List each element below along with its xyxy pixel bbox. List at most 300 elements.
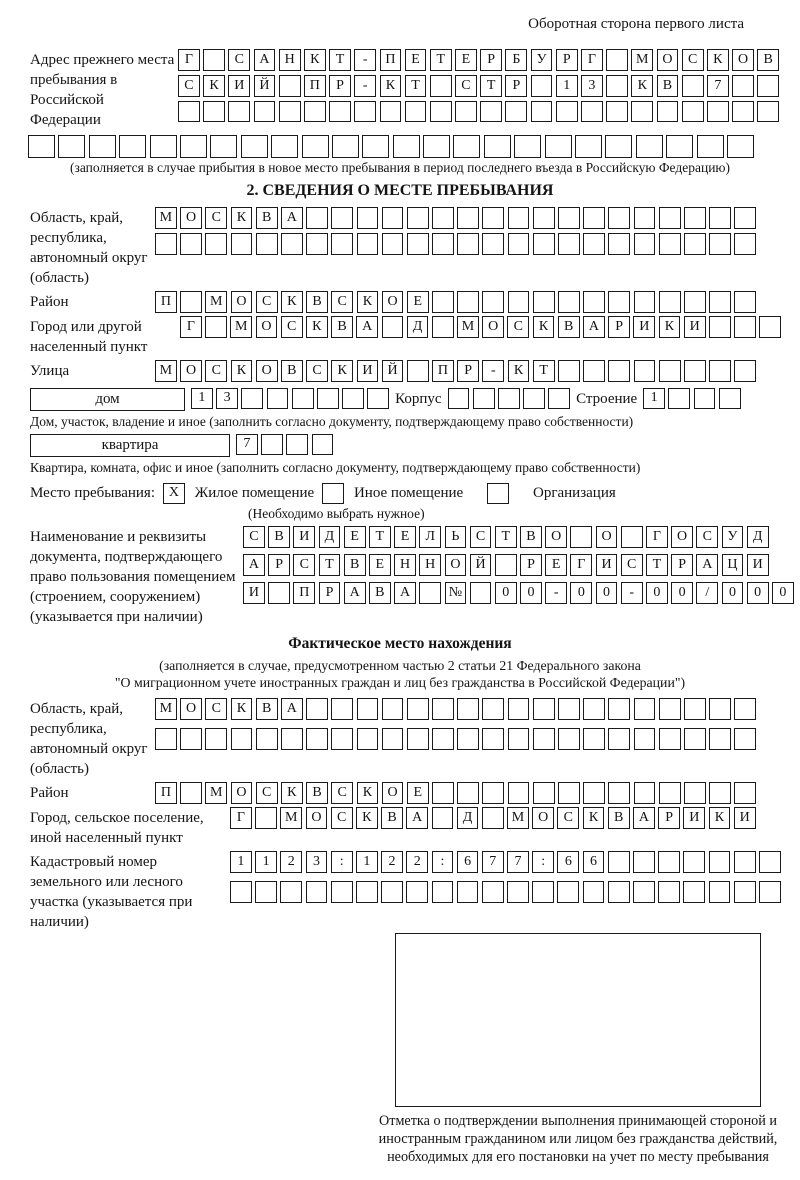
char-box[interactable]: - [621,582,643,604]
char-box[interactable]: И [228,75,250,97]
char-box[interactable] [634,291,656,313]
char-box[interactable] [331,207,353,229]
char-box[interactable] [523,388,545,410]
char-box[interactable] [558,728,580,750]
char-box[interactable] [453,135,480,158]
char-box[interactable] [558,782,580,804]
char-box[interactable]: К [231,207,253,229]
checkbox-organizatsiya[interactable] [487,483,509,505]
char-box[interactable] [684,360,706,382]
char-box[interactable]: Е [455,49,477,71]
char-box[interactable]: К [659,316,681,338]
char-box[interactable] [482,233,504,255]
char-box[interactable] [432,807,454,829]
char-box[interactable]: Р [480,49,502,71]
char-box[interactable]: Т [646,554,668,576]
char-box[interactable]: Р [457,360,479,382]
char-box[interactable]: В [657,75,679,97]
char-box[interactable] [533,207,555,229]
char-box[interactable]: С [293,554,315,576]
char-box[interactable]: Т [480,75,502,97]
char-box[interactable] [634,233,656,255]
char-box[interactable] [205,728,227,750]
char-box[interactable]: 0 [520,582,542,604]
char-box[interactable] [281,728,303,750]
char-box[interactable] [205,316,227,338]
char-box[interactable]: С [331,782,353,804]
char-box[interactable]: А [633,807,655,829]
char-box[interactable]: Г [178,49,200,71]
char-box[interactable]: К [709,807,731,829]
char-box[interactable]: Е [545,554,567,576]
char-box[interactable]: С [256,782,278,804]
char-box[interactable]: В [608,807,630,829]
char-box[interactable] [508,207,530,229]
char-box[interactable]: : [432,851,454,873]
char-box[interactable]: О [256,360,278,382]
char-box[interactable]: 0 [646,582,668,604]
char-box[interactable] [734,233,756,255]
char-box[interactable]: 0 [596,582,618,604]
char-box[interactable]: С [331,807,353,829]
char-box[interactable] [419,582,441,604]
char-box[interactable] [470,582,492,604]
char-box[interactable]: 1 [556,75,578,97]
char-box[interactable] [382,698,404,720]
char-box[interactable] [342,388,364,410]
char-box[interactable] [256,233,278,255]
char-box[interactable] [457,291,479,313]
char-box[interactable]: : [331,851,353,873]
char-box[interactable]: Т [329,49,351,71]
char-box[interactable] [432,207,454,229]
char-box[interactable] [666,135,693,158]
char-box[interactable] [119,135,146,158]
char-box[interactable] [362,135,389,158]
char-box[interactable] [734,851,756,873]
char-box[interactable] [430,101,452,123]
char-box[interactable] [407,698,429,720]
char-box[interactable] [281,233,303,255]
char-box[interactable]: : [532,851,554,873]
char-box[interactable] [331,233,353,255]
char-box[interactable]: С [470,526,492,548]
char-box[interactable] [734,881,756,903]
char-box[interactable] [292,388,314,410]
char-box[interactable] [268,582,290,604]
char-box[interactable] [279,75,301,97]
char-box[interactable]: В [256,698,278,720]
char-box[interactable] [432,316,454,338]
char-box[interactable] [380,101,402,123]
char-box[interactable]: 1 [643,388,665,410]
char-box[interactable]: Е [344,526,366,548]
char-box[interactable] [709,782,731,804]
char-box[interactable] [430,75,452,97]
char-box[interactable]: Н [279,49,301,71]
char-box[interactable] [533,728,555,750]
char-box[interactable]: К [583,807,605,829]
char-box[interactable]: О [482,316,504,338]
char-box[interactable]: А [281,698,303,720]
char-box[interactable]: 7 [482,851,504,873]
char-box[interactable]: И [747,554,769,576]
char-box[interactable] [357,207,379,229]
char-box[interactable] [709,698,731,720]
char-box[interactable] [556,101,578,123]
char-box[interactable]: П [293,582,315,604]
char-box[interactable] [583,360,605,382]
char-box[interactable] [732,101,754,123]
char-box[interactable]: К [231,360,253,382]
char-box[interactable] [357,233,379,255]
char-box[interactable]: С [256,291,278,313]
char-box[interactable]: К [203,75,225,97]
char-box[interactable] [608,207,630,229]
checkbox-inoe[interactable] [322,483,344,505]
char-box[interactable]: С [696,526,718,548]
char-box[interactable] [634,728,656,750]
char-box[interactable] [621,526,643,548]
char-box[interactable] [719,388,741,410]
char-box[interactable]: О [180,360,202,382]
char-box[interactable] [583,698,605,720]
char-box[interactable] [533,698,555,720]
char-box[interactable]: С [621,554,643,576]
char-box[interactable]: И [683,807,705,829]
char-box[interactable]: О [382,291,404,313]
char-box[interactable] [306,698,328,720]
char-box[interactable] [407,360,429,382]
char-box[interactable] [570,526,592,548]
char-box[interactable] [508,291,530,313]
char-box[interactable] [608,851,630,873]
char-box[interactable]: С [455,75,477,97]
char-box[interactable]: Д [457,807,479,829]
char-box[interactable]: Т [405,75,427,97]
char-box[interactable]: Р [556,49,578,71]
char-box[interactable] [608,782,630,804]
char-box[interactable] [548,388,570,410]
char-box[interactable] [709,360,731,382]
char-box[interactable] [734,291,756,313]
char-box[interactable]: С [507,316,529,338]
char-box[interactable]: - [354,75,376,97]
char-box[interactable]: И [293,526,315,548]
char-box[interactable]: С [306,360,328,382]
char-box[interactable] [631,101,653,123]
char-box[interactable]: К [508,360,530,382]
char-box[interactable] [558,360,580,382]
char-box[interactable] [231,233,253,255]
char-box[interactable] [331,728,353,750]
char-box[interactable] [697,135,724,158]
char-box[interactable] [180,782,202,804]
char-box[interactable]: Г [646,526,668,548]
char-box[interactable] [356,881,378,903]
char-box[interactable] [312,434,334,456]
char-box[interactable] [545,135,572,158]
char-box[interactable] [583,881,605,903]
char-box[interactable]: Й [470,554,492,576]
char-box[interactable] [406,881,428,903]
char-box[interactable] [709,233,731,255]
char-box[interactable] [28,135,55,158]
char-box[interactable] [531,75,553,97]
char-box[interactable] [228,101,250,123]
char-box[interactable] [357,698,379,720]
checkbox-zhiloe[interactable]: X [163,483,185,505]
char-box[interactable] [405,101,427,123]
char-box[interactable] [583,233,605,255]
char-box[interactable]: К [631,75,653,97]
char-box[interactable] [694,388,716,410]
char-box[interactable] [407,207,429,229]
char-box[interactable]: Т [533,360,555,382]
char-box[interactable] [457,233,479,255]
char-box[interactable]: 3 [581,75,603,97]
char-box[interactable] [684,233,706,255]
char-box[interactable] [557,881,579,903]
char-box[interactable] [178,101,200,123]
char-box[interactable] [727,135,754,158]
char-box[interactable]: 0 [772,582,794,604]
char-box[interactable] [495,554,517,576]
char-box[interactable] [432,291,454,313]
char-box[interactable] [558,291,580,313]
char-box[interactable]: А [243,554,265,576]
char-box[interactable]: О [445,554,467,576]
char-box[interactable]: О [671,526,693,548]
char-box[interactable] [583,207,605,229]
char-box[interactable]: - [354,49,376,71]
char-box[interactable]: А [406,807,428,829]
char-box[interactable] [331,881,353,903]
char-box[interactable]: Е [407,291,429,313]
char-box[interactable]: К [707,49,729,71]
char-box[interactable]: 7 [507,851,529,873]
char-box[interactable] [482,807,504,829]
char-box[interactable] [255,807,277,829]
char-box[interactable]: В [369,582,391,604]
char-box[interactable] [480,101,502,123]
char-box[interactable]: У [531,49,553,71]
char-box[interactable] [634,698,656,720]
char-box[interactable] [734,360,756,382]
char-box[interactable]: Р [329,75,351,97]
char-box[interactable] [457,881,479,903]
char-box[interactable]: - [482,360,504,382]
char-box[interactable]: И [596,554,618,576]
char-box[interactable]: А [696,554,718,576]
char-box[interactable] [734,207,756,229]
char-box[interactable] [89,135,116,158]
char-box[interactable]: К [306,316,328,338]
char-box[interactable] [533,291,555,313]
char-box[interactable] [286,434,308,456]
char-box[interactable]: Е [394,526,416,548]
char-box[interactable] [531,101,553,123]
char-box[interactable] [180,135,207,158]
char-box[interactable]: В [381,807,403,829]
char-box[interactable]: Ц [722,554,744,576]
char-box[interactable]: В [757,49,779,71]
char-box[interactable] [271,135,298,158]
char-box[interactable] [732,75,754,97]
char-box[interactable] [583,782,605,804]
char-box[interactable]: О [382,782,404,804]
char-box[interactable] [682,101,704,123]
char-box[interactable] [457,698,479,720]
char-box[interactable] [709,728,731,750]
char-box[interactable] [657,101,679,123]
char-box[interactable] [432,881,454,903]
char-box[interactable] [709,291,731,313]
char-box[interactable]: Р [319,582,341,604]
char-box[interactable]: Г [570,554,592,576]
char-box[interactable]: - [545,582,567,604]
char-box[interactable] [734,782,756,804]
char-box[interactable]: И [357,360,379,382]
char-box[interactable]: 6 [457,851,479,873]
char-box[interactable] [357,728,379,750]
char-box[interactable]: К [357,782,379,804]
char-box[interactable] [332,135,359,158]
char-box[interactable] [256,728,278,750]
char-box[interactable] [683,881,705,903]
char-box[interactable] [457,207,479,229]
char-box[interactable] [514,135,541,158]
char-box[interactable] [558,207,580,229]
char-box[interactable] [304,101,326,123]
char-box[interactable]: И [633,316,655,338]
char-box[interactable] [329,101,351,123]
char-box[interactable]: О [732,49,754,71]
char-box[interactable] [508,233,530,255]
char-box[interactable] [734,728,756,750]
char-box[interactable]: В [256,207,278,229]
char-box[interactable] [367,388,389,410]
char-box[interactable] [606,75,628,97]
char-box[interactable]: О [180,698,202,720]
char-box[interactable] [482,782,504,804]
char-box[interactable]: О [306,807,328,829]
char-box[interactable] [682,75,704,97]
char-box[interactable]: С [205,360,227,382]
char-box[interactable] [448,388,470,410]
char-box[interactable] [482,698,504,720]
char-box[interactable]: В [520,526,542,548]
char-box[interactable] [684,698,706,720]
char-box[interactable]: П [155,291,177,313]
char-box[interactable] [432,728,454,750]
char-box[interactable] [659,207,681,229]
char-box[interactable] [203,49,225,71]
char-box[interactable]: А [254,49,276,71]
char-box[interactable] [210,135,237,158]
char-box[interactable]: Т [369,526,391,548]
char-box[interactable]: Д [747,526,769,548]
char-box[interactable]: М [280,807,302,829]
char-box[interactable] [231,728,253,750]
char-box[interactable]: О [231,291,253,313]
char-box[interactable]: М [230,316,252,338]
char-box[interactable] [241,388,263,410]
char-box[interactable] [382,728,404,750]
char-box[interactable] [633,851,655,873]
char-box[interactable]: Р [671,554,693,576]
char-box[interactable] [205,233,227,255]
char-box[interactable]: К [304,49,326,71]
char-box[interactable]: Е [407,782,429,804]
char-box[interactable] [498,388,520,410]
char-box[interactable] [508,782,530,804]
char-box[interactable]: А [356,316,378,338]
char-box[interactable]: С [178,75,200,97]
char-box[interactable]: № [445,582,467,604]
char-box[interactable] [533,782,555,804]
char-box[interactable] [608,233,630,255]
char-box[interactable] [482,291,504,313]
char-box[interactable]: 1 [255,851,277,873]
char-box[interactable]: Р [608,316,630,338]
char-box[interactable] [558,698,580,720]
char-box[interactable] [608,291,630,313]
char-box[interactable]: В [306,291,328,313]
char-box[interactable]: М [155,698,177,720]
char-box[interactable]: К [533,316,555,338]
char-box[interactable]: О [256,316,278,338]
char-box[interactable] [575,135,602,158]
char-box[interactable] [634,782,656,804]
char-box[interactable]: К [281,291,303,313]
char-box[interactable] [180,291,202,313]
char-box[interactable]: Т [430,49,452,71]
char-box[interactable] [306,233,328,255]
char-box[interactable]: К [281,782,303,804]
char-box[interactable] [508,728,530,750]
char-box[interactable]: Г [180,316,202,338]
char-box[interactable] [407,728,429,750]
char-box[interactable] [759,851,781,873]
char-box[interactable] [757,75,779,97]
char-box[interactable]: 0 [570,582,592,604]
char-box[interactable] [684,207,706,229]
char-box[interactable]: В [306,782,328,804]
char-box[interactable] [306,881,328,903]
char-box[interactable] [658,851,680,873]
char-box[interactable] [608,728,630,750]
char-box[interactable]: Б [505,49,527,71]
char-box[interactable]: М [205,291,227,313]
char-box[interactable] [58,135,85,158]
char-box[interactable] [484,135,511,158]
char-box[interactable]: 2 [406,851,428,873]
char-box[interactable]: М [457,316,479,338]
char-box[interactable] [407,233,429,255]
char-box[interactable]: О [545,526,567,548]
char-box[interactable] [302,135,329,158]
char-box[interactable] [583,728,605,750]
char-box[interactable]: Р [520,554,542,576]
char-box[interactable] [633,881,655,903]
char-box[interactable] [583,291,605,313]
char-box[interactable] [684,782,706,804]
char-box[interactable] [473,388,495,410]
char-box[interactable] [759,881,781,903]
char-box[interactable] [709,851,731,873]
char-box[interactable] [267,388,289,410]
